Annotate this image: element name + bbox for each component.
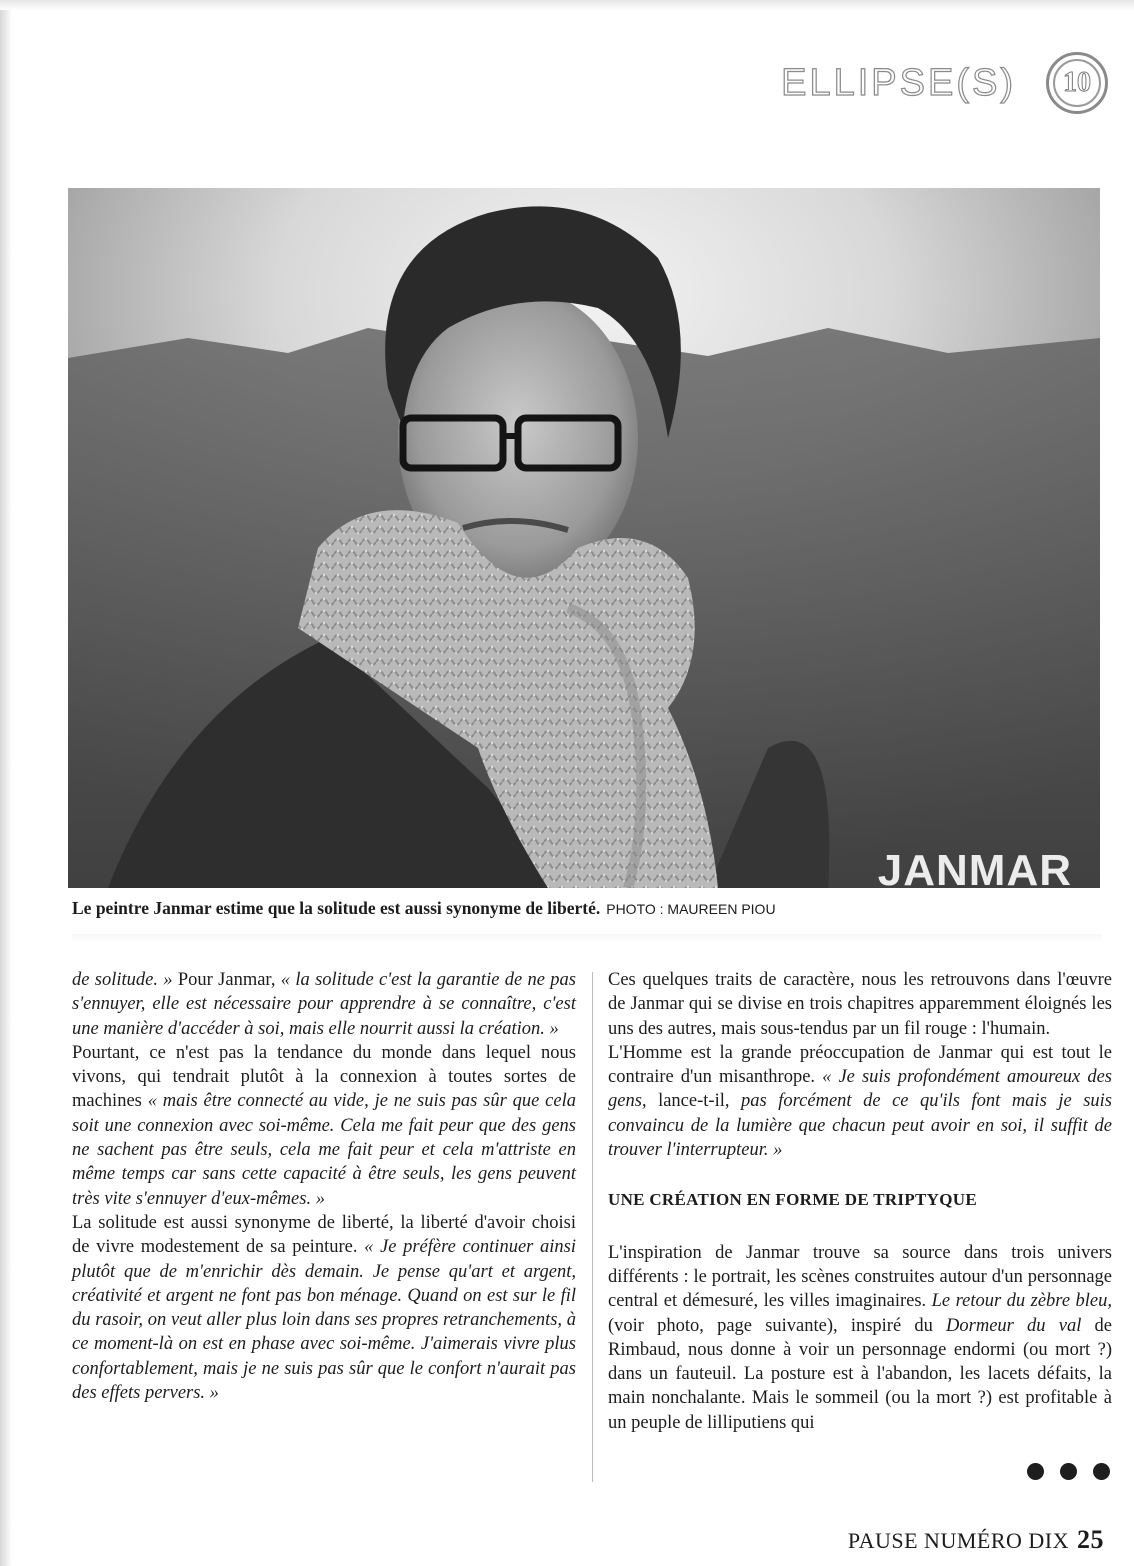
article-column-left bbox=[72, 968, 576, 1405]
quote-text: « Je suis profondément amoureux des gens, bbox=[608, 1067, 1112, 1112]
photo-name-tag: JANMAR bbox=[877, 846, 1072, 888]
body-text: Pourtant, ce n'est pas la tendance du monde dans lequel nous vivons, qui tendrait plutôt à la connexion à toutes sortes de machines bbox=[72, 1042, 576, 1112]
portrait-photo bbox=[68, 188, 1100, 888]
dot bbox=[1060, 1463, 1077, 1480]
bleed-through-band bbox=[72, 934, 1102, 942]
dot bbox=[1093, 1463, 1110, 1480]
body-text: de Rimbaud, nous donne à voir un personnage endormi (ou mort ?) dans un fauteuil. La posture est à l'abandon, les lacets défaits, la main nonchalante. Mais le sommeil (ou la mort ?) est profitable à un peuple de lilliputiens qui bbox=[608, 1315, 1113, 1433]
page-footer bbox=[848, 1525, 1104, 1555]
section-seal-icon bbox=[1046, 52, 1108, 114]
body-text: Pour Janmar, bbox=[172, 970, 281, 990]
paragraph bbox=[72, 1041, 576, 1211]
paragraph: Ces quelques traits de caractère, nous les retrouvons dans l'œuvre de Janmar qui se divise en trois chapitres apparemment éloignés les uns des autres, mais sous-tendus par un fil rouge : l'humain. bbox=[608, 970, 1112, 1039]
caption-text: Le peintre Janmar estime que la solitude est aussi synonyme de liberté. bbox=[72, 898, 601, 918]
body-text: lance-t-il, bbox=[646, 1091, 742, 1112]
dot bbox=[1027, 1463, 1044, 1480]
portrait-illustration bbox=[68, 188, 1100, 888]
artwork-title: Le retour du zèbre bleu, bbox=[931, 1291, 1112, 1312]
paragraph bbox=[608, 1041, 1112, 1162]
paragraph bbox=[72, 968, 576, 1041]
paragraph bbox=[608, 1241, 1112, 1435]
page-top-shadow bbox=[0, 0, 1134, 10]
paragraph bbox=[72, 1211, 576, 1405]
section-subheading: UNE CRÉATION EN FORME DE TRIPTYQUE bbox=[608, 1190, 977, 1210]
body-text: L'inspiration de Janmar trouve sa source dans trois univers différents : le portrait, les scènes construites autour d'un personnage central et démesuré, les villes imaginaires. bbox=[608, 1242, 1112, 1312]
body-text: La solitude est aussi synonyme de liberté, la liberté d'avoir choisi de vivre modestement de sa peinture. bbox=[72, 1212, 576, 1258]
section-seal-number: 10 bbox=[1053, 59, 1101, 107]
quote-fragment: de solitude. » bbox=[72, 970, 173, 990]
article-column-right bbox=[608, 968, 1112, 1435]
photo-credit: PHOTO : MAUREEN PIOU bbox=[606, 901, 776, 917]
quote-text: « mais être connecté au vide, je ne suis pas sûr que cela soit une connexion avec soi-même. Cela me fait peur que des gens ne sachent pas être seuls, cela me fait peur et cela m'attriste en même temps car sans cette capacité à être seuls, les gens peuvent très vite s'ennuyer d'eux-mêmes. » bbox=[72, 1091, 576, 1209]
column-divider bbox=[592, 972, 593, 1482]
publication-name: PAUSE NUMÉRO DIX bbox=[847, 1528, 1069, 1553]
page-edge-shadow bbox=[0, 0, 12, 1566]
magazine-section-title: ELLIPSE(S) bbox=[781, 62, 1016, 104]
quote-text: « Je préfère continuer ainsi plutôt que de m'enrichir dès demain. Je pense qu'art et argent, créativité et argent ne font pas bon ménage. Quand on est sur le fil du rasoir, on veut aller plus loin dans ses propres retranchements, à ce moment-là on est en phase avec soi-même. J'aimerais vivre plus confortablement, mais je ne suis pas sûr que le confort n'aurait pas des effets pervers. » bbox=[72, 1237, 576, 1404]
page-number: 25 bbox=[1077, 1525, 1104, 1554]
body-text: L'Homme est la grande préoccupation de Janmar qui est tout le contraire d'un misanthrope. bbox=[608, 1042, 1112, 1088]
quote-text: « la solitude c'est la garantie de ne pas s'ennuyer, elle est nécessaire pour apprendre à se connaître, c'est une manière d'accéder à soi, mais elle nourrit aussi la création. » bbox=[72, 970, 577, 1039]
continuation-dots-icon bbox=[1027, 1463, 1110, 1480]
photo-caption bbox=[72, 898, 1102, 919]
quote-text: pas forcément de ce qu'ils font mais je suis convaincu de la lumière que chacun peut avoir en soi, il suffit de trouver l'interrupteur. » bbox=[608, 1091, 1112, 1161]
poem-title: Dormeur du val bbox=[946, 1315, 1082, 1336]
body-text: (voir photo, page suivante), inspiré du bbox=[608, 1315, 947, 1336]
